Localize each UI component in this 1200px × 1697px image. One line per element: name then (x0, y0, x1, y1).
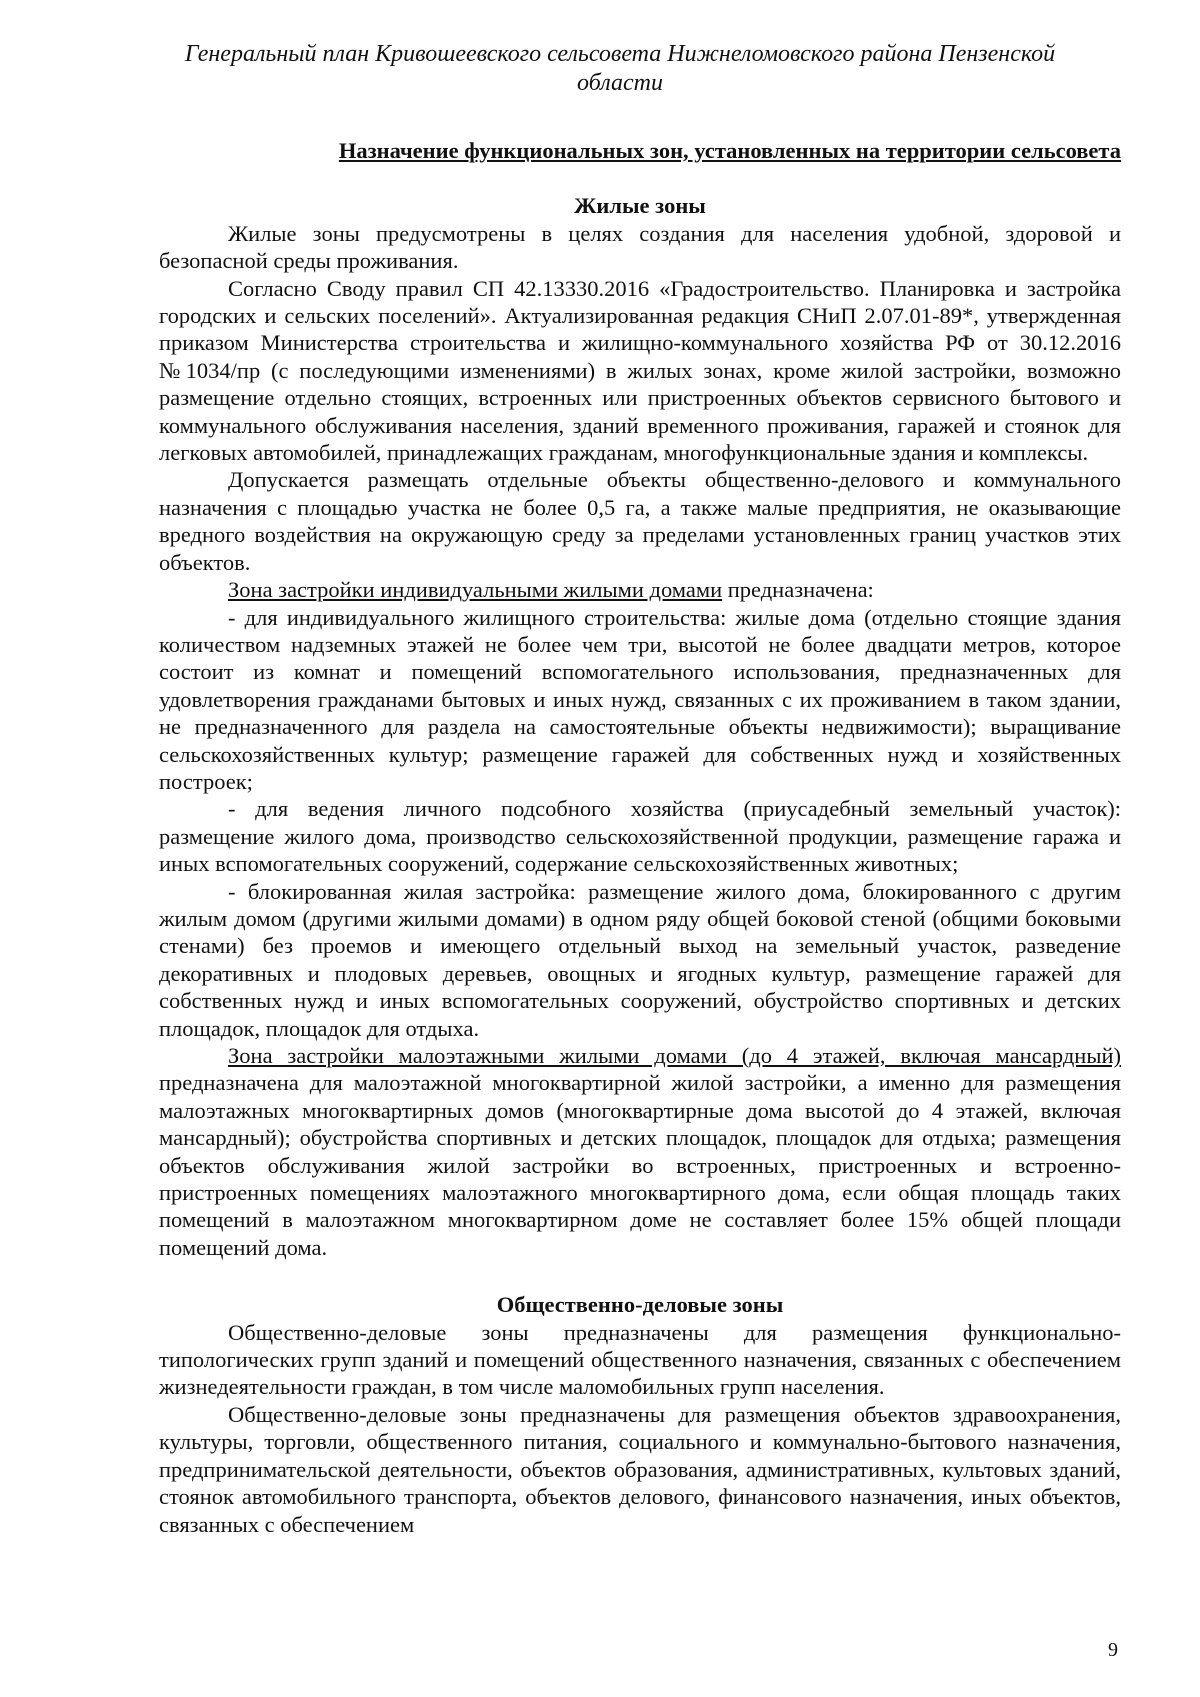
list-item: - для индивидуального жилищного строительства: жилые дома (отдельно стоящие здания количеством надземных этажей не более чем три, высотой не более двадцати метров, которое состоит из комнат и помещений вспомогательного использования, предназначенных для удовлетворения гражданами бытовых и иных нужд, связанных с их проживанием в таком здании, не предназначенного для раздела на самостоятельные объекты недвижимости); выращивание сельскохозяйственных культур; размещение гаражей для собственных нужд и хозяйственных построек; (159, 604, 1121, 794)
running-header: Генеральный план Кривошеевского сельсовета Нижнеломовского района Пензенской области (184, 41, 1056, 96)
page-number: 9 (1108, 1639, 1118, 1661)
section-heading-residential: Жилые зоны (574, 193, 706, 219)
page-title: Назначение функциональных зон, установленных на территории сельсовета (338, 138, 1121, 163)
zone-name-individual-housing: Зона застройки индивидуальными жилыми домами (228, 577, 723, 603)
paragraph-text: предназначена для малоэтажной многоквартирной жилой застройки, а именно для размещения малоэтажных многоквартирных домов (многоквартирные дома высотой до 4 этажей, включая мансардный); обустройства спортивных и детских площадок, площадок для отдыха; размещения объектов обслуживания жилой застройки во встроенных, пристроенных и встроенно-пристроенных помещениях малоэтажного многоквартирного дома, если общая площадь таких помещений в малоэтажном многоквартирном доме не составляет более 15% общей площади помещений дома. (159, 1070, 1121, 1260)
zone-name-low-rise-housing: Зона застройки малоэтажными жилыми домами (до 4 этажей, включая мансардный) (228, 1043, 1121, 1068)
section-heading-business: Общественно-деловые зоны (496, 1292, 784, 1318)
list-item: - для ведения личного подсобного хозяйства (приусадебный земельный участок): размещение жилого дома, производство сельскохозяйственной продукции, размещение гаража и иных вспомогательных сооружений, содержание сельскохозяйственных животных; (159, 796, 1121, 877)
paragraph (159, 576, 1121, 603)
document-body (159, 137, 1121, 1538)
paragraph-text: предназначена: (722, 577, 874, 603)
paragraph: Согласно Своду правил СП 42.13330.2016 «Градостроительство. Планировка и застройка городских и сельских поселений». Актуализированная редакция СНиП 2.07.01-89*, утвержденная приказом Министерства строительства и жилищно-коммунального хозяйства РФ от 30.12.2016 №1034/пр (с последующими изменениями) в жилых зонах, кроме жилой застройки, возможно размещение отдельно стоящих, встроенных или пристроенных объектов сервисного бытового и коммунального обслуживания населения, зданий временного проживания, гаражей и стоянок для легковых автомобилей, принадлежащих гражданам, многофункциональные здания и комплексы. (159, 275, 1121, 466)
paragraph: Общественно-деловые зоны предназначены для размещения функционально-типологических групп зданий и помещений общественного назначения, связанных с обеспечением жизнедеятельности граждан, в том числе маломобильных групп населения. (159, 1319, 1121, 1400)
paragraph: Жилые зоны предусмотрены в целях создания для населения удобной, здоровой и безопасной среды проживания. (159, 220, 1121, 274)
paragraph: Допускается размещать отдельные объекты общественно-делового и коммунального назначения с площадью участка не более 0,5 га, а также малые предприятия, не оказывающие вредного воздействия на окружающую среду за пределами установленных границ участков этих объектов. (159, 467, 1121, 575)
paragraph (159, 1042, 1121, 1261)
paragraph: Общественно-деловые зоны предназначены для размещения объектов здравоохранения, культуры, торговли, общественного питания, социального и коммунально-бытового назначения, предпринимательской деятельности, объектов образования, административных, культовых зданий, стоянок автомобильного транспорта, объектов делового, финансового назначения, иных объектов, связанных с обеспечением (159, 1401, 1121, 1537)
list-item: - блокированная жилая застройка: размещение жилого дома, блокированного с другим жилым домом (другими жилыми домами) в одном ряду общей боковой стеной (общими боковыми стенами) без проемов и имеющего отдельный выход на земельный участок, разведение декоративных и плодовых деревьев, овощных и ягодных культур, размещение гаражей для собственных нужд и иных вспомогательных сооружений, обустройство спортивных и детских площадок, площадок для отдыха. (159, 878, 1121, 1041)
